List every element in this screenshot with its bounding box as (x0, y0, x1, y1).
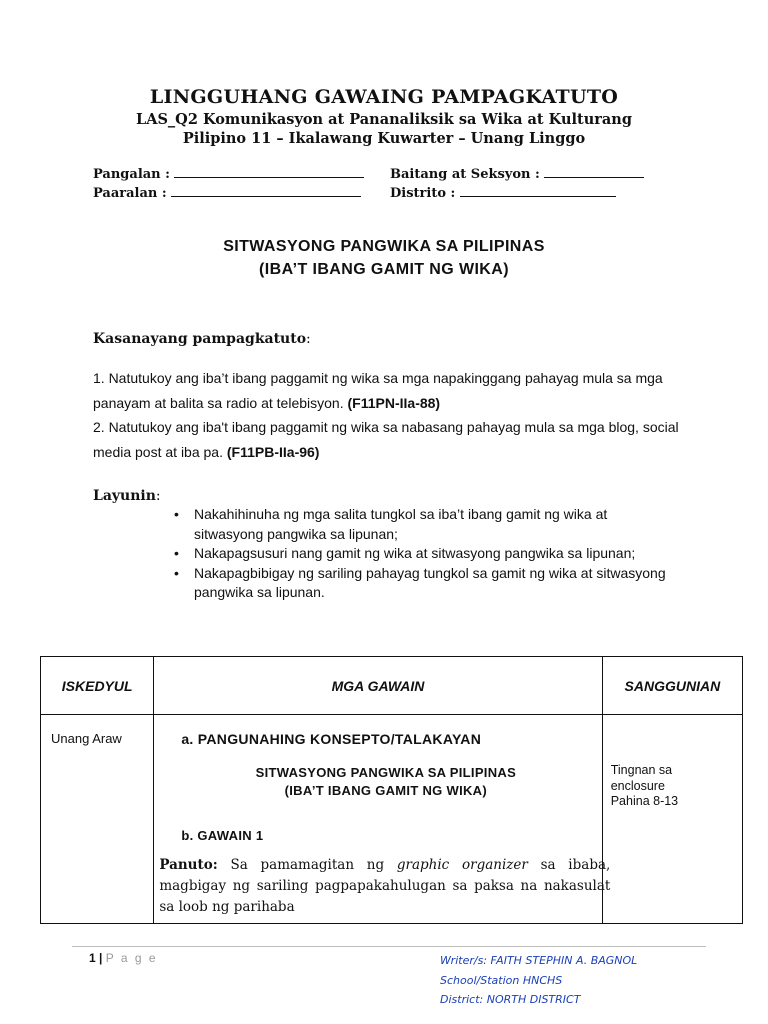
activities-cell (154, 715, 611, 924)
kasanayan-item-1: 1. Natutukoy ang iba’t ibang paggamit ng wika sa mga napakinggang pahayag mula sa mga panayam at balita sa radio at telebisyon. (F11PN-IIa-88) (93, 370, 663, 411)
list-item: • Nakapagsusuri nang gamit ng wika at sitwasyong pangwika sa lipunan; (174, 544, 674, 564)
competency-code: (F11PB-IIa-96) (226, 443, 320, 460)
section-topic-title: SITWASYONG PANGWIKA SA PILIPINAS (255, 765, 517, 780)
baitang-label: Baitang at Seksyon : (390, 167, 540, 182)
kasanayan-heading: Kasanayang pampagkatuto: (93, 331, 311, 347)
document-title: LINGGUHANG GAWAING PAMPAGKATUTO (149, 86, 619, 108)
bullet-icon: • (174, 506, 179, 522)
table-header-row (41, 657, 743, 715)
section-a-label: a. PANGUNAHING KONSEPTO/TALAKAYAN (181, 731, 482, 747)
distrito-blank[interactable] (460, 184, 616, 197)
header-sanggunian: SANGGUNIAN (602, 657, 742, 715)
bullet-icon: • (174, 564, 179, 581)
competency-code: (F11PN-IIa-88) (347, 394, 441, 411)
header-mga-gawain: MGA GAWAIN (154, 657, 602, 715)
topic-subtitle: (IBA’T IBANG GAMIT NG WIKA) (259, 261, 509, 278)
reference-cell: Tingnan sa enclosure Pahina 8-13 (602, 715, 742, 924)
section-topic-subtitle: (IBA’T IBANG GAMIT NG WIKA) (284, 783, 487, 798)
footer-divider (72, 946, 706, 947)
pangalan-blank[interactable] (174, 165, 364, 178)
pangalan-field[interactable] (93, 165, 364, 182)
distrito-label: Distrito : (390, 186, 456, 201)
schedule-table (40, 656, 743, 924)
day-cell: Unang Araw (41, 715, 154, 924)
header-iskedyul: ISKEDYUL (41, 657, 154, 715)
table-row (41, 715, 743, 924)
list-item: • Nakahihinuha ng mga salita tungkol sa iba’t ibang gamit ng wika at sitwasyong pangwika sa lipunan; (174, 506, 608, 542)
bullet-icon: • (174, 545, 179, 561)
subtitle-line-1: LAS_Q2 Komunikasyon at Pananaliksik sa Wika at Kulturang (136, 111, 632, 128)
layunin-heading: Layunin: (93, 488, 161, 504)
pangalan-label: Pangalan : (93, 167, 170, 182)
footer-district: District: NORTH DISTRICT (440, 993, 581, 1006)
baitang-blank[interactable] (544, 165, 644, 178)
paaralan-blank[interactable] (171, 184, 361, 197)
kasanayan-item-2: 2. Natutukoy ang iba't ibang paggamit ng wika sa nabasang pahayag mula sa mga blog, social media post at iba pa. (F11PB-IIa-96) (93, 419, 679, 460)
topic-title: SITWASYONG PANGWIKA SA PILIPINAS (223, 238, 545, 255)
paaralan-label: Paaralan : (93, 186, 167, 201)
paaralan-field[interactable] (93, 184, 361, 201)
distrito-field[interactable] (390, 184, 616, 201)
page-number: 1 | P a g e (89, 951, 158, 965)
section-b-label: b. GAWAIN 1 (181, 828, 264, 843)
panuto-instructions: Panuto: Sa pamamagitan ng graphic organizer sa ibaba, magbigay ng sariling pagpapakahulugan sa paksa na nakasulat sa loob ng parihaba (159, 857, 611, 915)
subtitle-line-2: Pilipino 11 – Ikalawang Kuwarter – Unang Linggo (182, 130, 586, 147)
layunin-list (174, 505, 674, 603)
footer-school: School/Station HNCHS (440, 974, 563, 987)
footer-writer: Writer/s: FAITH STEPHIN A. BAGNOL (440, 954, 638, 967)
baitang-field[interactable] (390, 165, 644, 182)
list-item: • Nakapagbibigay ng sariling pahayag tungkol sa gamit ng wika at sitwasyong pangwika sa lipunan. (174, 564, 666, 600)
